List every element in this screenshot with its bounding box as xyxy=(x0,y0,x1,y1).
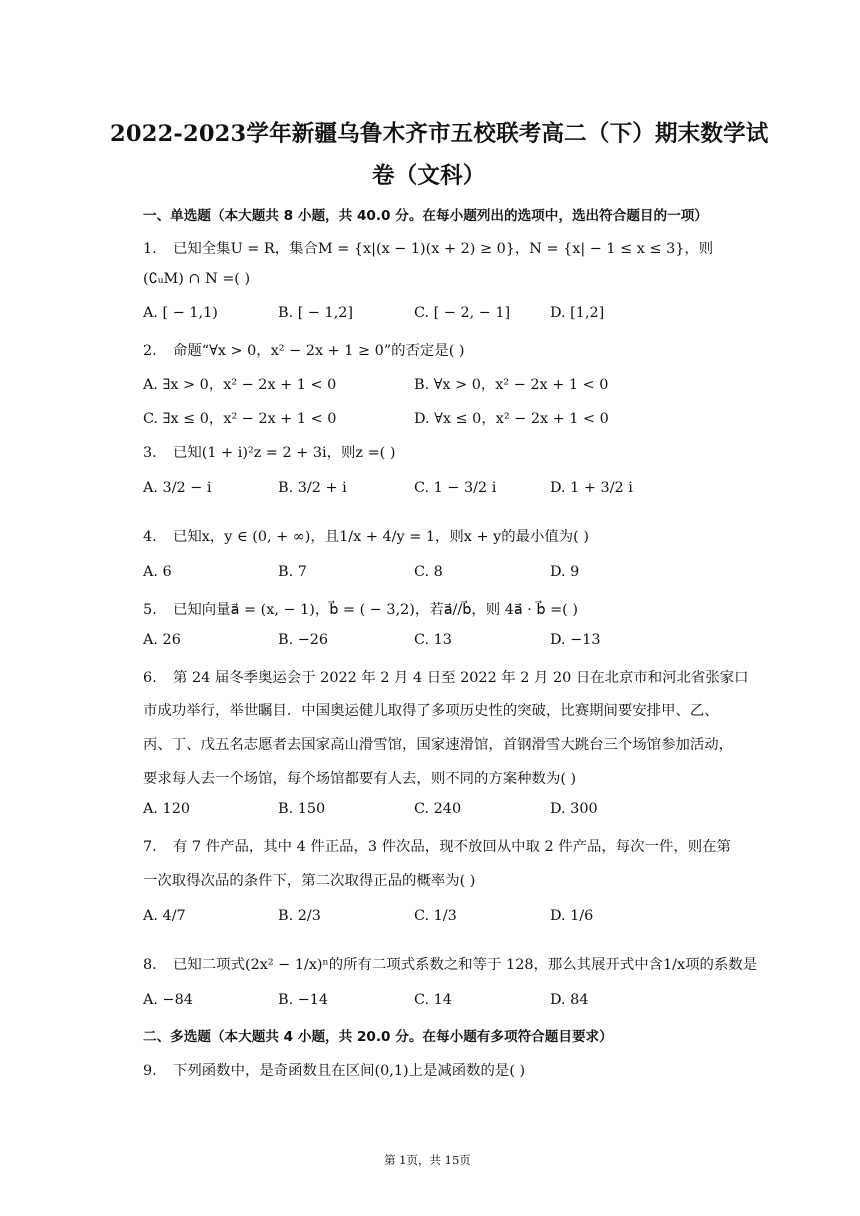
question-number: 3. xyxy=(143,445,157,461)
option-b: B. ∀x > 0，x² − 2x + 1 < 0 xyxy=(414,377,609,393)
question-number: 2. xyxy=(143,343,157,359)
option-d: D. [1,2] xyxy=(550,305,605,321)
option-b: B. 2/3 xyxy=(278,908,321,924)
question-6-line4: 要求每人去一个场馆，每个场馆都要有人去，则不同的方案种数为( ) xyxy=(143,771,577,787)
question-text: 已知向量a⃗ = (x, − 1)，b⃗ = ( − 3,2)，若a⃗//b⃗，则 4a⃗ · b⃗ =( ) xyxy=(173,602,578,618)
option-b: B. 3/2 + i xyxy=(278,480,347,496)
question-number: 9. xyxy=(143,1063,157,1079)
question-9 xyxy=(143,1059,525,1080)
question-text: 已知全集U = R，集合M = {x|(x − 1)(x + 2) ≥ 0}，N = {x| − 1 ≤ x ≤ 3}，则 xyxy=(173,241,714,257)
option-a: A. [ − 1,1) xyxy=(143,305,218,321)
option-b: B. −14 xyxy=(278,992,329,1008)
question-number: 4. xyxy=(143,529,157,545)
option-a: A. 26 xyxy=(143,632,181,648)
option-b: B. 150 xyxy=(278,801,326,817)
question-8 xyxy=(143,953,757,974)
question-number: 6. xyxy=(143,670,157,686)
option-d: D. 84 xyxy=(550,992,589,1008)
question-5 xyxy=(143,598,578,619)
question-number: 1. xyxy=(143,241,157,257)
question-6-line3: 丙、丁、戊五名志愿者去国家高山滑雪馆，国家速滑馆，首钢滑雪大跳台三个场馆参加活动， xyxy=(143,737,734,753)
document-title-line2: 卷（文科） xyxy=(372,163,486,189)
section-header-single: 一、单选题（本大题共 8 小题，共 40.0 分。在每小题列出的选项中，选出符合题目的一项） xyxy=(143,208,708,224)
option-d: D. 1/6 xyxy=(550,908,594,924)
option-a: A. 4/7 xyxy=(143,908,186,924)
question-6-line2: 市成功举行，举世瞩目．中国奥运健儿取得了多项历史性的突破，比赛期间要安排甲、乙、 xyxy=(143,703,719,719)
question-text: 下列函数中，是奇函数且在区间(0,1)上是减函数的是( ) xyxy=(173,1063,526,1079)
option-b: B. [ − 1,2] xyxy=(278,305,354,321)
option-a: A. 3/2 − i xyxy=(143,480,212,496)
option-c: C. 1/3 xyxy=(414,908,457,924)
section-header-multi: 二、多选题（本大题共 4 小题，共 20.0 分。在每小题有多项符合题目要求） xyxy=(143,1029,613,1045)
option-c: C. 1 − 3/2 i xyxy=(414,480,497,496)
question-text: 有 7 件产品，其中 4 件正品，3 件次品，现不放回从中取 2 件产品，每次一件，则在第 xyxy=(173,839,731,855)
option-a: A. ∃x > 0，x² − 2x + 1 < 0 xyxy=(143,377,337,393)
option-b: B. −26 xyxy=(278,632,329,648)
question-3 xyxy=(143,441,395,462)
option-d: D. ∀x ≤ 0，x² − 2x + 1 < 0 xyxy=(414,411,609,427)
option-c: C. 8 xyxy=(414,564,443,580)
question-number: 5. xyxy=(143,602,157,618)
question-1 xyxy=(143,237,713,258)
question-6 xyxy=(143,666,749,687)
option-c: C. 240 xyxy=(414,801,462,817)
option-d: D. 1 + 3/2 i xyxy=(550,480,633,496)
question-text: 命题“∀x > 0，x² − 2x + 1 ≥ 0”的否定是( ) xyxy=(173,343,465,359)
document-title-line1: 2022-2023学年新疆乌鲁木齐市五校联考高二（下）期末数学试 xyxy=(110,121,769,147)
question-text: 已知x，y ∈ (0, + ∞)，且1/x + 4/y = 1，则x + y的最小值为( ) xyxy=(173,529,589,545)
question-7 xyxy=(143,835,731,856)
question-text: 第 24 届冬季奥运会于 2022 年 2 月 4 日至 2022 年 2 月 20 日在北京市和河北省张家口 xyxy=(173,670,749,686)
option-a: A. 6 xyxy=(143,564,172,580)
question-number: 8. xyxy=(143,957,157,973)
option-c: C. ∃x ≤ 0，x² − 2x + 1 < 0 xyxy=(143,411,337,427)
option-d: D. 9 xyxy=(550,564,580,580)
page-footer: 第 1页，共 15页 xyxy=(384,1153,471,1167)
question-1-line2: (∁ᵤM) ∩ N =( ) xyxy=(143,271,251,287)
option-a: A. −84 xyxy=(143,992,193,1008)
question-text: 已知二项式(2x² − 1/x)ⁿ的所有二项式系数之和等于 128，那么其展开式中含1/x项的系数是 xyxy=(173,957,758,973)
question-number: 7. xyxy=(143,839,157,855)
option-c: C. 13 xyxy=(414,632,452,648)
option-a: A. 120 xyxy=(143,801,191,817)
option-d: D. 300 xyxy=(550,801,598,817)
option-c: C. [ − 2, − 1] xyxy=(414,305,511,321)
question-7-line2: 一次取得次品的条件下，第二次取得正品的概率为( ) xyxy=(143,873,476,889)
question-2 xyxy=(143,339,465,360)
option-b: B. 7 xyxy=(278,564,307,580)
question-4 xyxy=(143,525,589,546)
option-d: D. −13 xyxy=(550,632,601,648)
option-c: C. 14 xyxy=(414,992,452,1008)
question-text: 已知(1 + i)²z = 2 + 3i，则z =( ) xyxy=(173,445,396,461)
